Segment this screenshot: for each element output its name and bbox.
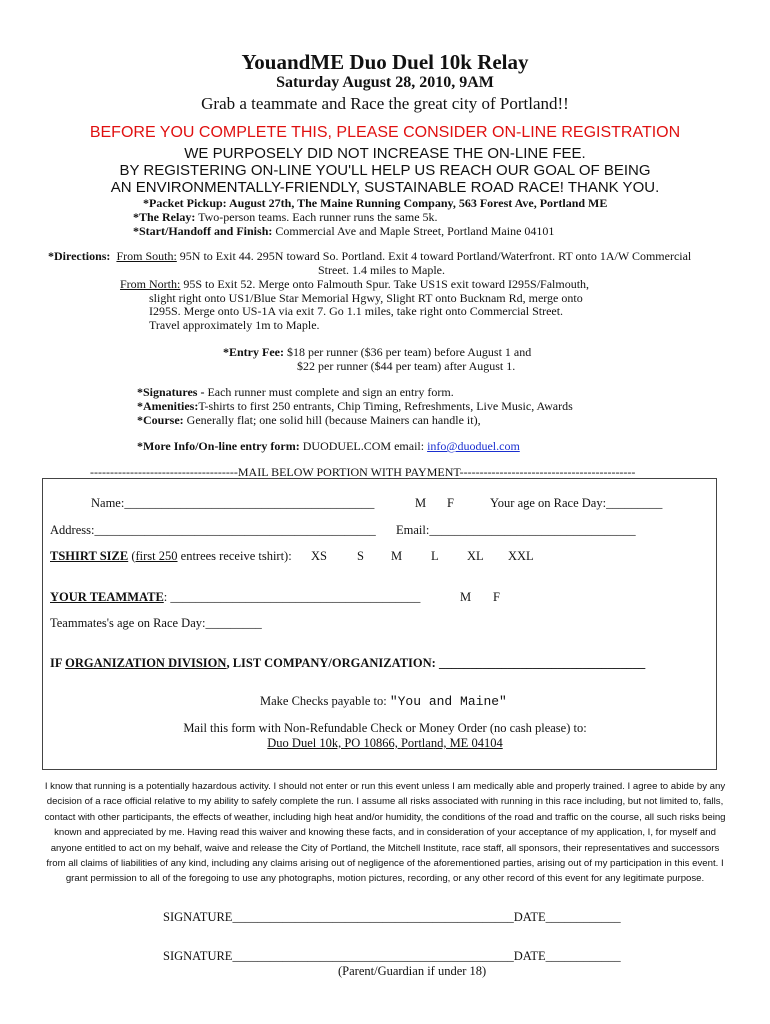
start-text: Commercial Ave and Maple Street, Portland Maine 04101: [272, 224, 555, 238]
checks-payable: [260, 694, 507, 709]
more-info-label: *More Info/On-line entry form:: [137, 439, 300, 453]
sustainability-notice-line1: BY REGISTERING ON-LINE YOU'LL HELP US REACH OUR GOAL OF BEING: [119, 162, 651, 179]
signatures-label: *Signatures -: [137, 385, 205, 399]
more-info-text: DUODUEL.COM email:: [299, 439, 428, 453]
relay-info: [133, 210, 438, 225]
from-south-label: From South:: [116, 249, 177, 263]
gender-m-option[interactable]: M: [415, 496, 427, 510]
address-field[interactable]: Address:_____________________________________________: [50, 523, 376, 537]
mail-address: Duo Duel 10k, PO 10866, Portland, ME 04104: [267, 736, 503, 750]
signatures-info: [137, 385, 454, 400]
name-field[interactable]: Name:________________________________________: [91, 496, 375, 510]
amenities-label: *Amenities:: [137, 399, 199, 413]
entry-fee-label: *Entry Fee:: [223, 345, 284, 359]
packet-pickup: *Packet Pickup: August 27th, The Maine Running Company, 563 Forest Ave, Portland ME: [143, 196, 608, 210]
relay-label: *The Relay:: [133, 210, 196, 224]
signature-line-1[interactable]: SIGNATURE_____________________________________________DATE____________: [163, 910, 621, 924]
org-division-label: ORGANIZATION DIVISION: [65, 656, 227, 670]
from-north-text-4: Travel approximately 1m to Maple.: [149, 318, 320, 332]
course-label: *Course:: [137, 413, 184, 427]
size-s-option[interactable]: S: [357, 549, 364, 563]
email-link[interactable]: info@duoduel.com: [427, 439, 520, 453]
from-south-text: 95N to Exit 44. 295N toward So. Portland. Exit 4 toward Portland/Waterfront. RT onto 1A/W Commercial: [176, 249, 692, 263]
signatures-text: Each runner must complete and sign an entry form.: [204, 385, 454, 399]
from-north-text-3: I295S. Merge onto US-1A via exit 7. Go 1.1 miles, take right onto Commercial Street.: [149, 304, 564, 318]
entry-fee: [223, 345, 531, 360]
teammate-field[interactable]: [50, 590, 420, 605]
checks-label: Make Checks payable to:: [260, 694, 390, 708]
guardian-note: (Parent/Guardian if under 18): [338, 964, 487, 978]
relay-text: Two-person teams. Each runner runs the same 5k.: [195, 210, 438, 224]
event-date: Saturday August 28, 2010, 9AM: [276, 74, 494, 91]
start-label: *Start/Handoff and Finish:: [133, 224, 273, 238]
teammate-line: : ________________________________________: [163, 590, 421, 604]
entry-fee-text: $18 per runner ($36 per team) before August 1 and: [283, 345, 532, 359]
start-finish-info: [133, 224, 554, 239]
online-registration-notice: BEFORE YOU COMPLETE THIS, PLEASE CONSIDER ON-LINE REGISTRATION: [89, 124, 681, 141]
size-xl-option[interactable]: XL: [467, 549, 484, 563]
teammate-gender-f-option[interactable]: F: [493, 590, 500, 604]
liability-waiver: I know that running is a potentially hazardous activity. I should not enter or run this event unless I am medically able and properly trained. I agree to abide by any decision of a race official relative to my ability to safely complete the run. I assume all risks associated with running in this race including, but not limited to, falls, contact with other participants, the effects of weather, including high heat and/or humidity, the conditions of the road and traffic on the course, all such risks being known and appreciated by me. Having read this waiver and knowing these facts, and in consideration of your acceptance of my application, I, for myself and anyone entitled to act on my behalf, waive and release the City of Portland, the Mitchell Institute, race staff, all sponsors, their representatives and successors from all claims of liabilities of any kind, including any claims arising out of negligence of the aforementioned parties, arising out of my participation in this event. I grant permission to all of the foregoing to use any photographs, motion pictures, recording, or any other record of this event for any legitimate purpose.: [44, 781, 726, 885]
org-prefix: IF: [50, 656, 66, 670]
age-field[interactable]: Your age on Race Day:_________: [490, 496, 663, 510]
from-north-label: From North:: [120, 277, 181, 291]
organization-field[interactable]: [50, 656, 645, 671]
teammate-age-field[interactable]: Teammates's age on Race Day:_________: [50, 616, 262, 630]
signature-line-2[interactable]: SIGNATURE_____________________________________________DATE____________: [163, 949, 621, 963]
more-info: [137, 439, 520, 454]
sustainability-notice-line2: AN ENVIRONMENTALLY-FRIENDLY, SUSTAINABLE ROAD RACE! THANK YOU.: [110, 179, 660, 196]
online-fee-notice: WE PURPOSELY DID NOT INCREASE THE ON-LINE FEE.: [184, 145, 586, 162]
checks-payee: "You and Maine": [389, 694, 507, 709]
amenities-info: [137, 399, 573, 414]
from-north-text: 95S to Exit 52. Merge onto Falmouth Spur. Take US1S exit toward I295S/Falmouth,: [180, 277, 590, 291]
mail-divider: -------------------------------------MAIL BELOW PORTION WITH PAYMENT--------------------------------------------: [90, 465, 636, 479]
course-info: [137, 413, 481, 428]
gender-f-option[interactable]: F: [447, 496, 454, 510]
teammate-gender-m-option[interactable]: M: [460, 590, 472, 604]
teammate-label: YOUR TEAMMATE: [50, 590, 164, 604]
tshirt-note-first250: first 250: [135, 549, 178, 563]
tagline: Grab a teammate and Race the great city of Portland!!: [201, 94, 569, 113]
tshirt-note-open: (: [128, 549, 136, 563]
mail-instructions: Mail this form with Non-Refundable Check or Money Order (no cash please) to:: [183, 721, 587, 735]
page-title: YouandME Duo Duel 10k Relay: [241, 50, 529, 74]
size-xs-option[interactable]: XS: [311, 549, 327, 563]
entry-fee-text-2: $22 per runner ($44 per team) after August 1.: [297, 359, 516, 373]
directions-north: [120, 277, 589, 292]
tshirt-note-rest: entrees receive tshirt):: [177, 549, 292, 563]
from-south-text-cont: Street. 1.4 miles to Maple.: [318, 263, 445, 277]
course-text: Generally flat; one solid hill (because Mainers can handle it),: [183, 413, 481, 427]
email-field[interactable]: Email:_________________________________: [396, 523, 636, 537]
org-rest: , LIST COMPANY/ORGANIZATION: _________________________________: [226, 656, 646, 670]
amenities-text: T-shirts to first 250 entrants, Chip Timing, Refreshments, Live Music, Awards: [198, 399, 573, 413]
size-xxl-option[interactable]: XXL: [508, 549, 534, 563]
tshirt-size-label: [50, 549, 292, 564]
tshirt-size-heading: TSHIRT SIZE: [50, 549, 129, 563]
directions-label: *Directions:: [48, 249, 111, 263]
directions-south: [48, 249, 691, 264]
size-l-option[interactable]: L: [431, 549, 439, 563]
from-north-text-2: slight right onto US1/Blue Star Memorial Hgwy, Slight RT onto Bucknam Rd, merge onto: [149, 291, 583, 305]
size-m-option[interactable]: M: [391, 549, 403, 563]
